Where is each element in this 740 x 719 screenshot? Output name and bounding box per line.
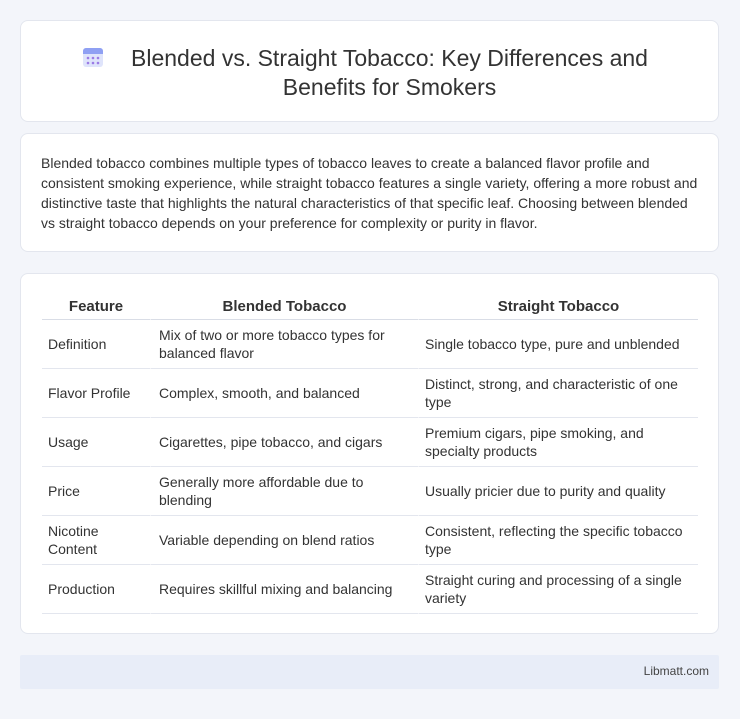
table-row	[42, 369, 698, 418]
table-row	[42, 565, 698, 614]
straight-cell: Usually pricier due to purity and quality	[418, 467, 698, 516]
blended-cell: Cigarettes, pipe tobacco, and cigars	[150, 418, 418, 467]
table-header-row	[42, 294, 698, 320]
table-row	[42, 418, 698, 467]
intro-paragraph: Blended tobacco combines multiple types of tobacco leaves to create a balanced flavor profile and consistent smoking experience, while straight tobacco features a single variety, offering a more robust and distinctive taste that highlights the natural characteristics of that specific leaf. Choosing between blended vs straight tobacco depends on your preference for complexity or purity in flavor.	[41, 155, 698, 231]
feature-cell: Nicotine Content	[42, 516, 150, 565]
blended-cell: Requires skillful mixing and balancing	[150, 565, 418, 614]
feature-cell: Production	[42, 565, 150, 614]
column-header-blended: Blended Tobacco	[150, 294, 418, 320]
straight-cell: Single tobacco type, pure and unblended	[418, 320, 698, 369]
feature-cell: Definition	[42, 320, 150, 369]
blended-cell: Generally more affordable due to blending	[150, 467, 418, 516]
footer-brand: Libmatt.com	[643, 664, 709, 678]
straight-cell: Consistent, reflecting the specific tobacco type	[418, 516, 698, 565]
page-title: Blended vs. Straight Tobacco: Key Differences and Benefits for Smokers	[131, 45, 648, 100]
table-row	[42, 320, 698, 369]
column-header-straight: Straight Tobacco	[418, 294, 698, 320]
table-row	[42, 516, 698, 565]
intro-card	[20, 133, 719, 252]
feature-cell: Flavor Profile	[42, 369, 150, 418]
straight-cell: Straight curing and processing of a single variety	[418, 565, 698, 614]
feature-cell: Usage	[42, 418, 150, 467]
blended-cell: Complex, smooth, and balanced	[150, 369, 418, 418]
straight-cell: Distinct, strong, and characteristic of one type	[418, 369, 698, 418]
table-row	[42, 467, 698, 516]
footer-bar	[20, 655, 719, 689]
comparison-table	[42, 294, 698, 614]
feature-cell: Price	[42, 467, 150, 516]
comparison-card	[20, 273, 719, 634]
blended-cell: Variable depending on blend ratios	[150, 516, 418, 565]
straight-cell: Premium cigars, pipe smoking, and specialty products	[418, 418, 698, 467]
title-card	[20, 20, 719, 122]
blended-cell: Mix of two or more tobacco types for balanced flavor	[150, 320, 418, 369]
column-header-feature: Feature	[42, 294, 150, 320]
